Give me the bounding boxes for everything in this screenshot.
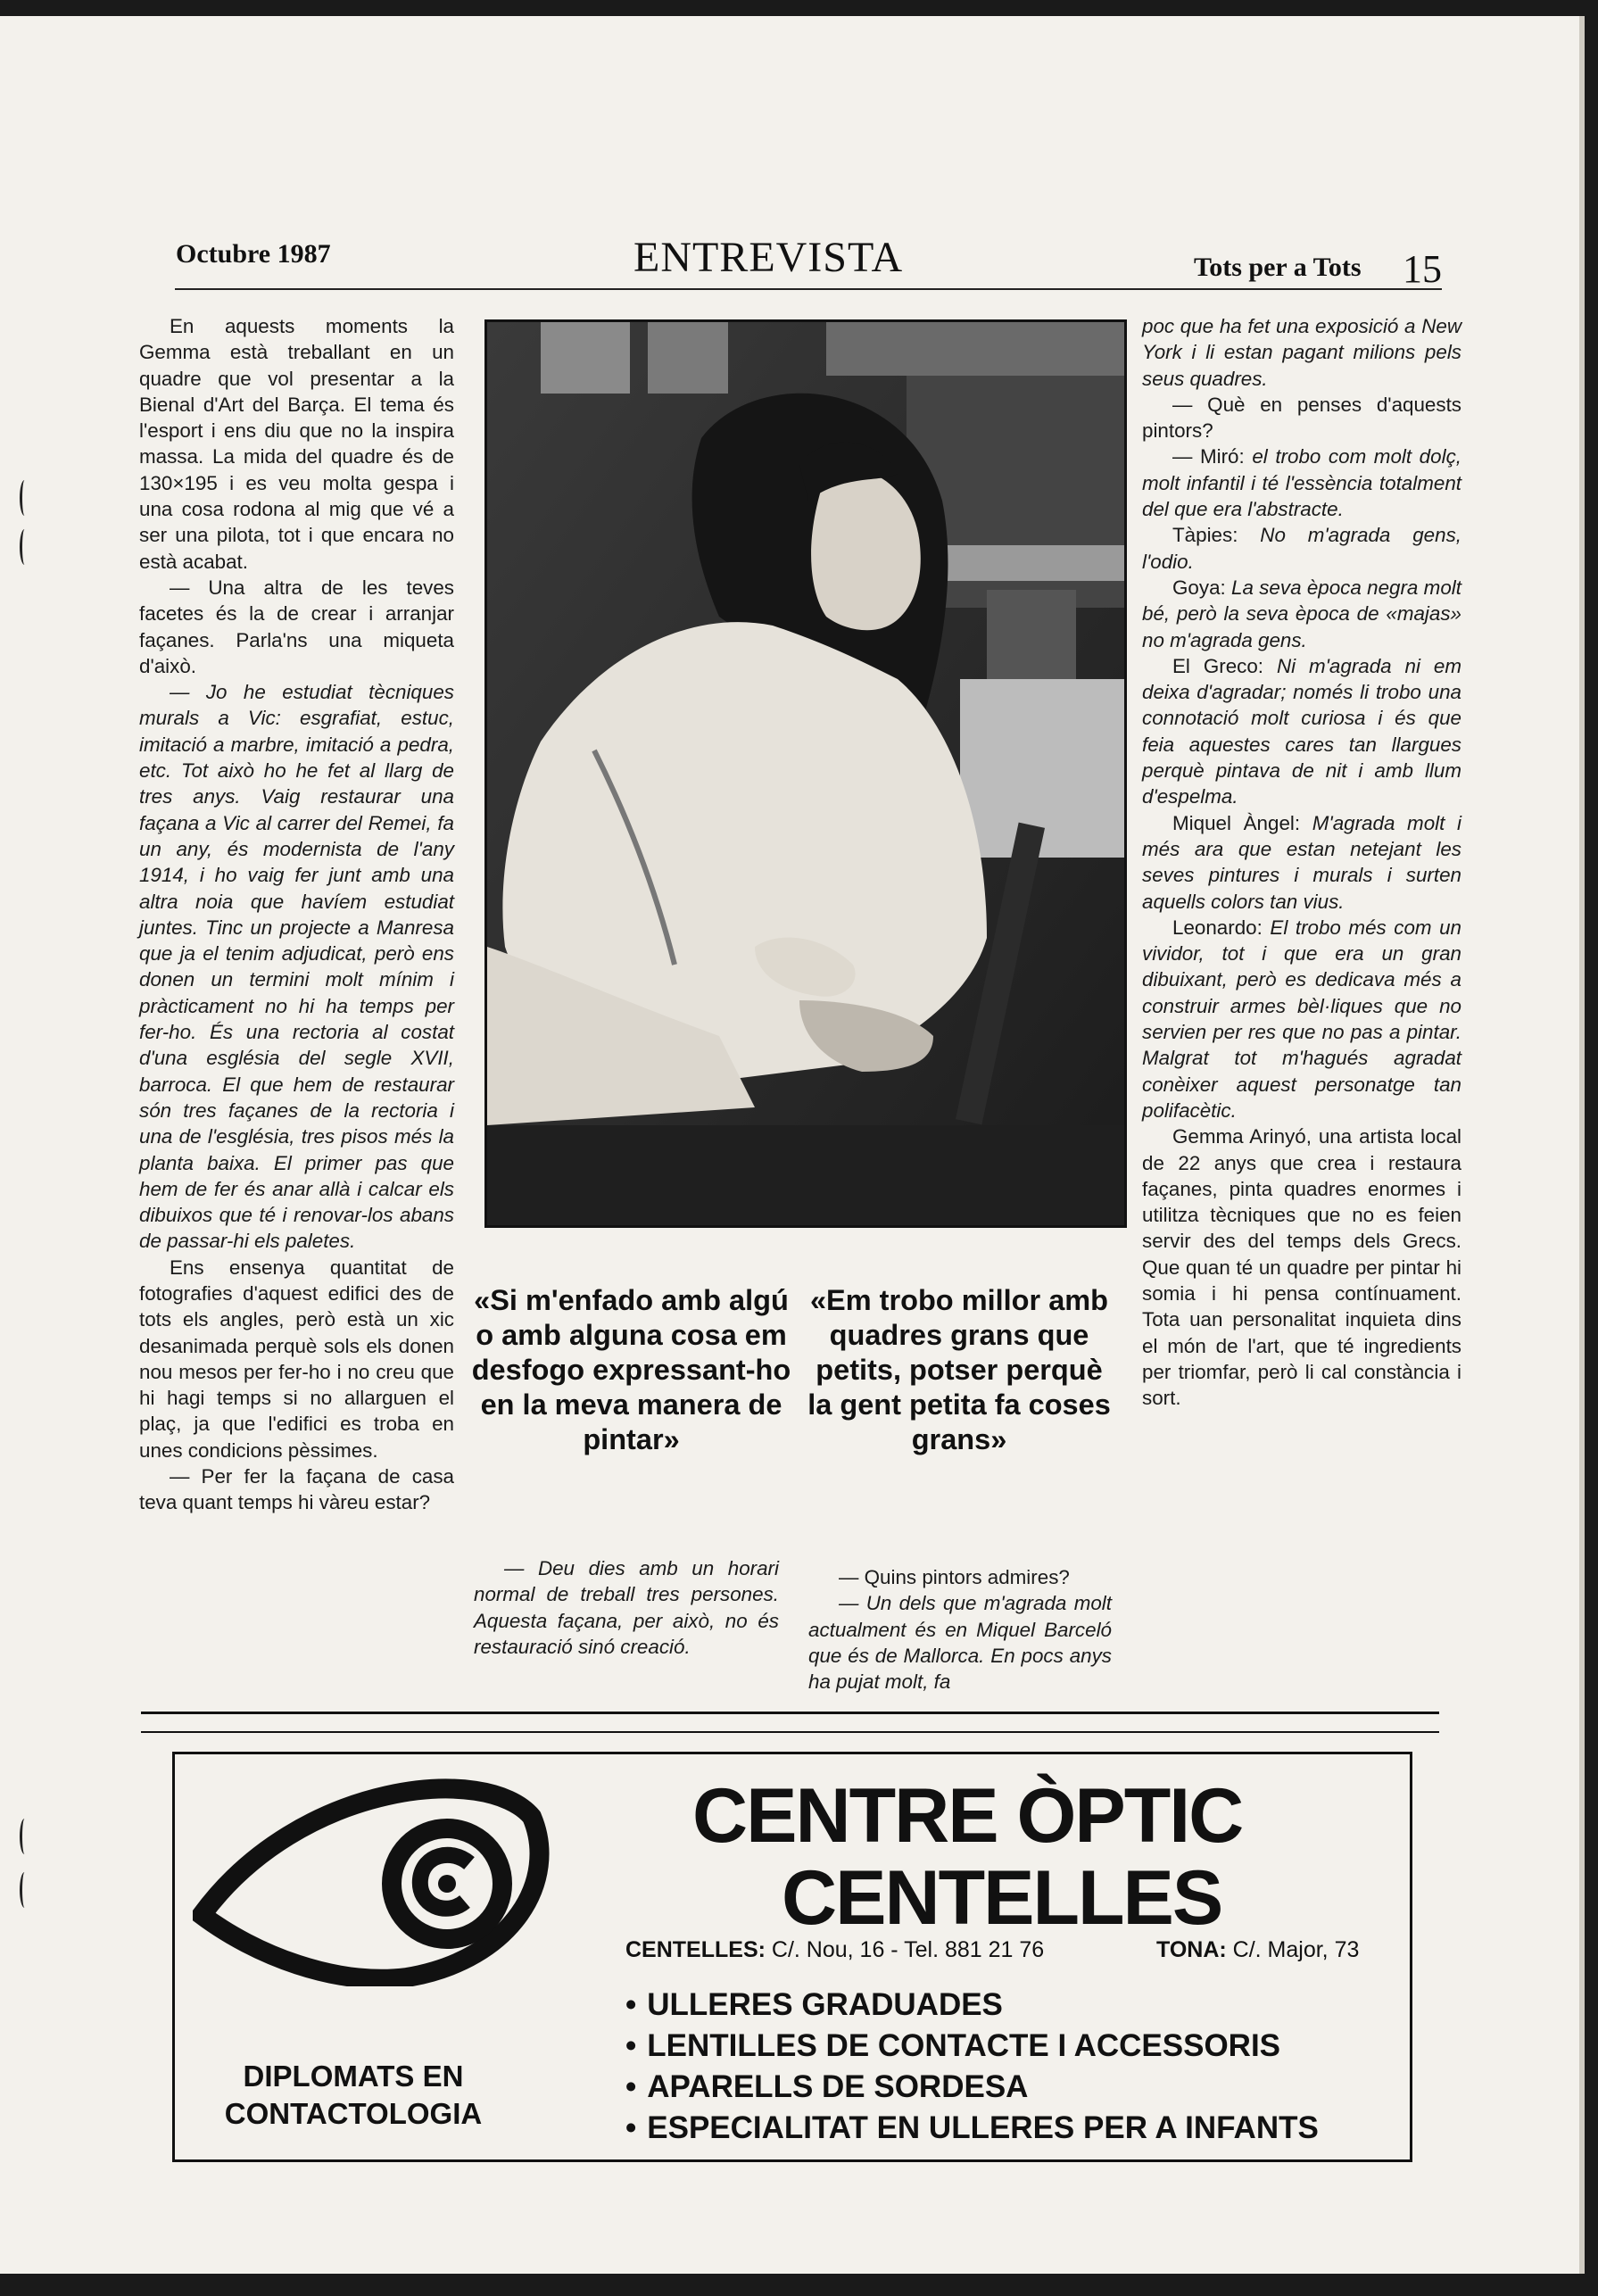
painter-comment: Ni m'agrada ni em deixa d'agradar; només li trobo una connotació molt curiosa i és que feia aquestes cares tan llargues perquè pintava de nit i amb llum d'espelma. xyxy=(1142,654,1461,808)
answer: — Jo he estudiat tècniques murals a Vic: esgrafiat, estuc, imitació a marbre, imitació a pedra, etc. Tot això ho he fet al llarg de tres anys. Vaig restaurar una façana a Vic al carrer del Remei, fa un any, és modernista de l'any 1914, i ho vaig fer junt amb una altra noia que havíem estudiat juntes. Tinc un projecte a Manresa que ja el tenim adjudicat, però ens donen un termini molt mínim i pràcticament no hi ha temps per fer-ho. És una rectoria al costat d'una església del segle XVII, barroca. El que hem de restaurar són tres façanes de la rectoria i una de l'església, tres pisos més la planta baixa. El primer pas que hem de fer és anar allà i calcar els dibuixos que té i renovar-los abans de passar-hi els paletes. xyxy=(139,681,454,1253)
centelles-address xyxy=(625,1937,1044,1963)
magazine-page xyxy=(0,16,1585,2274)
ad-title-line1: CENTRE ÒPTIC xyxy=(692,1773,1243,1859)
binding-hole-mark xyxy=(20,1872,29,1908)
header-rule xyxy=(175,288,1442,290)
question: — Per fer la façana de casa teva quant temps hi vàreu estar? xyxy=(139,1465,454,1514)
address-text: C/. Major, 73 xyxy=(1232,1937,1360,1962)
painter-opinion xyxy=(1142,575,1461,653)
question: — Quins pintors admires? xyxy=(839,1566,1070,1588)
binding-hole-mark xyxy=(20,1819,29,1854)
painter-comment: el trobo com molt dolç, molt infantil i té l'essència totalment del que era l'abstracte. xyxy=(1142,445,1461,521)
services-list xyxy=(625,1985,1319,2149)
page-number: 15 xyxy=(1403,247,1442,291)
paragraph: En aquests moments la Gemma està treballant en un quadre que vol presentar a la Bienal d'Art del Barça. El tema és l'esport i ens diu que no la inspira massa. La mida del quadre és de 130×195 i es veu molta gespa i una cosa rodona al mig que vé a ser una pilota, tot i que encara no està acabat. xyxy=(139,315,454,573)
article-column-4 xyxy=(1142,313,1461,1411)
service-item: • APARELLS DE SORDESA xyxy=(625,2067,1319,2108)
photo-portrait-illustration xyxy=(487,322,1124,1225)
painter-name: — Miró: xyxy=(1172,445,1245,468)
service-item: • LENTILLES DE CONTACTE I ACCESSORIS xyxy=(625,2026,1319,2067)
question: — Una altra de les teves facetes és la de crear i arranjar façanes. Parla'ns una miqueta d'això. xyxy=(139,576,454,677)
ad-title-line2: CENTELLES xyxy=(782,1855,1222,1941)
painter-name: Miquel Àngel: xyxy=(1172,811,1301,834)
paragraph: Ens ensenya quantitat de fotografies d'aquest edifici des de tots els angles, però està un xic desanimada perquè sols els donen nou mesos per fer-ho i no creu que hi hagi temps si no allarguen el plaç, ja que l'edifici es troba en unes condicions pèssimes. xyxy=(139,1256,454,1462)
binding-hole-mark xyxy=(20,529,29,565)
section-title: ENTREVISTA xyxy=(633,234,904,281)
painter-comment: M'agrada molt i més ara que estan netejant les seves pintures i murals i surten aquells colors tan vius. xyxy=(1142,811,1461,913)
closing-paragraph: Gemma Arinyó, una artista local de 22 anys que crea i restaura façanes, pinta quadres enormes i utilitza tècniques que no es feien servir des del temps dels Grecs. Que quan té un quadre per pintar hi somia i hi pensa contínuament. Tota uan personalitat inquieta dins el món de l'art, que té ingredients per triomfar, però li cal constància i sort. xyxy=(1142,1125,1461,1410)
optician-advertisement xyxy=(172,1752,1412,2162)
section-divider xyxy=(141,1731,1439,1733)
question: — Què en penses d'aquests pintors? xyxy=(1142,393,1461,443)
issue-date: Octubre 1987 xyxy=(176,239,331,269)
article-column-2 xyxy=(474,1555,779,1660)
publication-name: Tots per a Tots xyxy=(1194,253,1362,282)
painter-name: Leonardo: xyxy=(1172,916,1263,939)
painter-name: Tàpies: xyxy=(1172,524,1238,547)
painter-comment: La seva època negra molt bé, però la seva època de «majas» no m'agrada gens. xyxy=(1142,576,1461,651)
painter-opinion xyxy=(1142,522,1461,575)
eye-logo-icon xyxy=(193,1763,550,1986)
diplomats-label xyxy=(193,2058,514,2133)
interview-photo xyxy=(484,319,1127,1228)
painter-name: Goya: xyxy=(1172,576,1226,599)
painter-opinion xyxy=(1142,653,1461,810)
pull-quote: «Si m'enfado amb algú o amb alguna cosa em desfogo expressant-ho en la meva manera de pintar» xyxy=(471,1284,791,1455)
address-text: C/. Nou, 16 - Tel. 881 21 76 xyxy=(771,1937,1045,1962)
service-item: • ESPECIALITAT EN ULLERES PER A INFANTS xyxy=(625,2108,1319,2149)
article-column-1 xyxy=(139,313,454,1516)
address-label: CENTELLES: xyxy=(625,1937,766,1962)
tona-address xyxy=(1156,1937,1359,1963)
painter-opinion xyxy=(1142,915,1461,1123)
binding-hole-mark xyxy=(20,480,29,516)
address-label: TONA: xyxy=(1156,1937,1227,1962)
answer: poc que ha fet una exposició a New York i li estan pagant milions pels seus quadres. xyxy=(1142,315,1461,390)
painter-opinion xyxy=(1142,810,1461,915)
article-column-3 xyxy=(808,1564,1112,1695)
pull-quote: «Em trobo millor amb quadres grans que petits, potser perquè la gent petita fa coses grans» xyxy=(807,1284,1111,1455)
answer: — Un dels que m'agrada molt actualment és en Miquel Barceló que és de Mallorca. En pocs anys ha pujat molt, fa xyxy=(808,1592,1112,1694)
diplomats-line: DIPLOMATS EN xyxy=(243,2060,464,2093)
service-item: • ULLERES GRADUADES xyxy=(625,1985,1319,2026)
painter-name: El Greco: xyxy=(1172,654,1264,677)
painter-comment: No m'agrada gens, l'odio. xyxy=(1142,524,1461,573)
answer: — Deu dies amb un horari normal de treball tres persones. Aquesta façana, per això, no és restauració sinó creació. xyxy=(474,1557,779,1658)
painter-opinion xyxy=(1142,443,1461,522)
painter-comment: El trobo més com un vividor, tot i que era un gran dibuixant, però es dedicava més a construir armes bèl·liques que no servien per res que no pas a pintar. Malgrat tot m'hagués agradat conèixer aquest personatge tan polifacètic. xyxy=(1142,916,1461,1122)
diplomats-line: CONTACTOLOGIA xyxy=(224,2097,483,2130)
section-divider xyxy=(141,1712,1439,1714)
